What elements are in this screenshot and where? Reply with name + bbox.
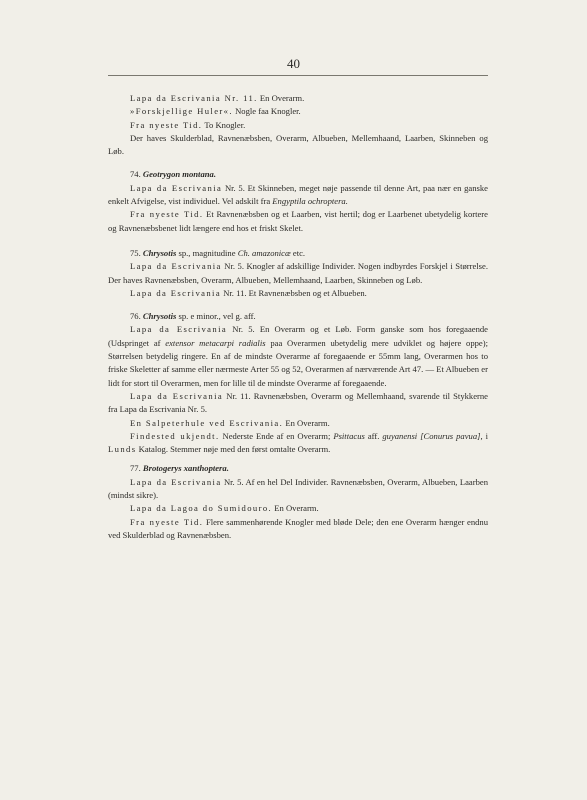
paragraph-nyeste-tid: Fra nyeste Tid. To Knogler.	[130, 119, 246, 130]
entry-75-paragraph-1: Lapa da Escrivania Nr. 5. Knogler af adskillige Individer. Nogen indbyrdes Forskjel i Størrelse. Der haves Ravnenæbsben, Overarm, Albueben, Mellemhaand, Laarben, Skinneben og Løb.	[108, 261, 488, 285]
entry-76-paragraph-4: Findested ukjendt. Nederste Ende af en Overarm; Psittacus aff. guyanensi [Conurus pavua], i Lunds Katalog. Stemmer nøje med den først omtalte Overarm.	[108, 430, 488, 455]
page-number: 40	[287, 56, 300, 71]
entry-76-paragraph-2: Lapa da Escrivania Nr. 11. Ravnenæbsben, Overarm og Mellemhaand, svarende til Stykkerne fra Lapa da Escrivania Nr. 5.	[108, 390, 488, 415]
entry-76-paragraph-1: Lapa da Escrivania Nr. 5. En Overarm og et Løb. Form ganske som hos foregaaende (Udspringet af extensor metacarpi radialis paa Overarmen ubetydelig mere udviklet og højere oppe); Størrelsen betydelig ringere. En af de mindste Overarme af foregaaende er 55mm lang, Overarmen hos to friske Skeletter af samme eller nærmeste Arter 55 og 52, Overarmen af nærværende Art 47. — Et Albueben er lidt for stort til Overarmen, men for lille til de mindste Overarme af foregaaende.	[108, 324, 488, 388]
entry-76-heading: 76. Chrysotis sp. e minor., vel g. aff.	[130, 311, 256, 322]
entry-74-heading: 74. Geotrygon montana.	[130, 169, 216, 180]
paragraph-escrivania-11: Lapa da Escrivania Nr. 11. En Overarm.	[130, 93, 305, 103]
paragraph-forskjellige-huler: »Forskjellige Huler«. Nogle faa Knogler.	[130, 106, 301, 117]
entry-77-paragraph-2: Lapa da Lagoa do Sumidouro. En Overarm.	[130, 503, 319, 514]
entry-74-paragraph-2: Fra nyeste Tid. Et Ravnenæbsben og et Laarben, vist hertil; dog er Laarbenet ubetydelig kortere og Ravnenæbsbenet lidt længere end hos et friskt Skelet.	[108, 209, 488, 233]
entry-77-paragraph-3: Fra nyeste Tid. Flere sammenhørende Knogler med bløde Dele; den ene Overarm hænger endnu ved Skulderblad og Ravnenæbsben.	[108, 516, 489, 540]
entry-76-paragraph-3: En Salpeterhule ved Escrivania. En Overarm.	[130, 417, 330, 428]
entry-75-heading: 75. Chrysotis sp., magnitudine Ch. amazonicæ etc.	[130, 247, 306, 258]
entry-77-paragraph-1: Lapa da Escrivania Nr. 5. Af en hel Del Individer. Ravnenæbsben, Overarm, Albueben, Laarben (mindst sikre).	[108, 476, 488, 501]
paragraph-bones-list: Der haves Skulderblad, Ravnenæbsben, Overarm, Albueben, Mellemhaand, Laarben, Skinneben og Løb.	[108, 132, 488, 157]
entry-77-heading: 77. Brotogerys xanthoptera.	[130, 463, 229, 474]
header-rule	[108, 75, 488, 76]
page-body	[108, 92, 488, 542]
entry-74-paragraph-1: Lapa da Escrivania Nr. 5. Et Skinneben, meget nøje passende til denne Art, paa nær en ganske enkelt Afvigelse, vist individuel. Vel adskilt fra Engyptila ochroptera.	[108, 182, 488, 207]
entry-75-paragraph-2: Lapa da Escrivania Nr. 11. Et Ravnenæbsben og et Albueben.	[130, 287, 367, 298]
